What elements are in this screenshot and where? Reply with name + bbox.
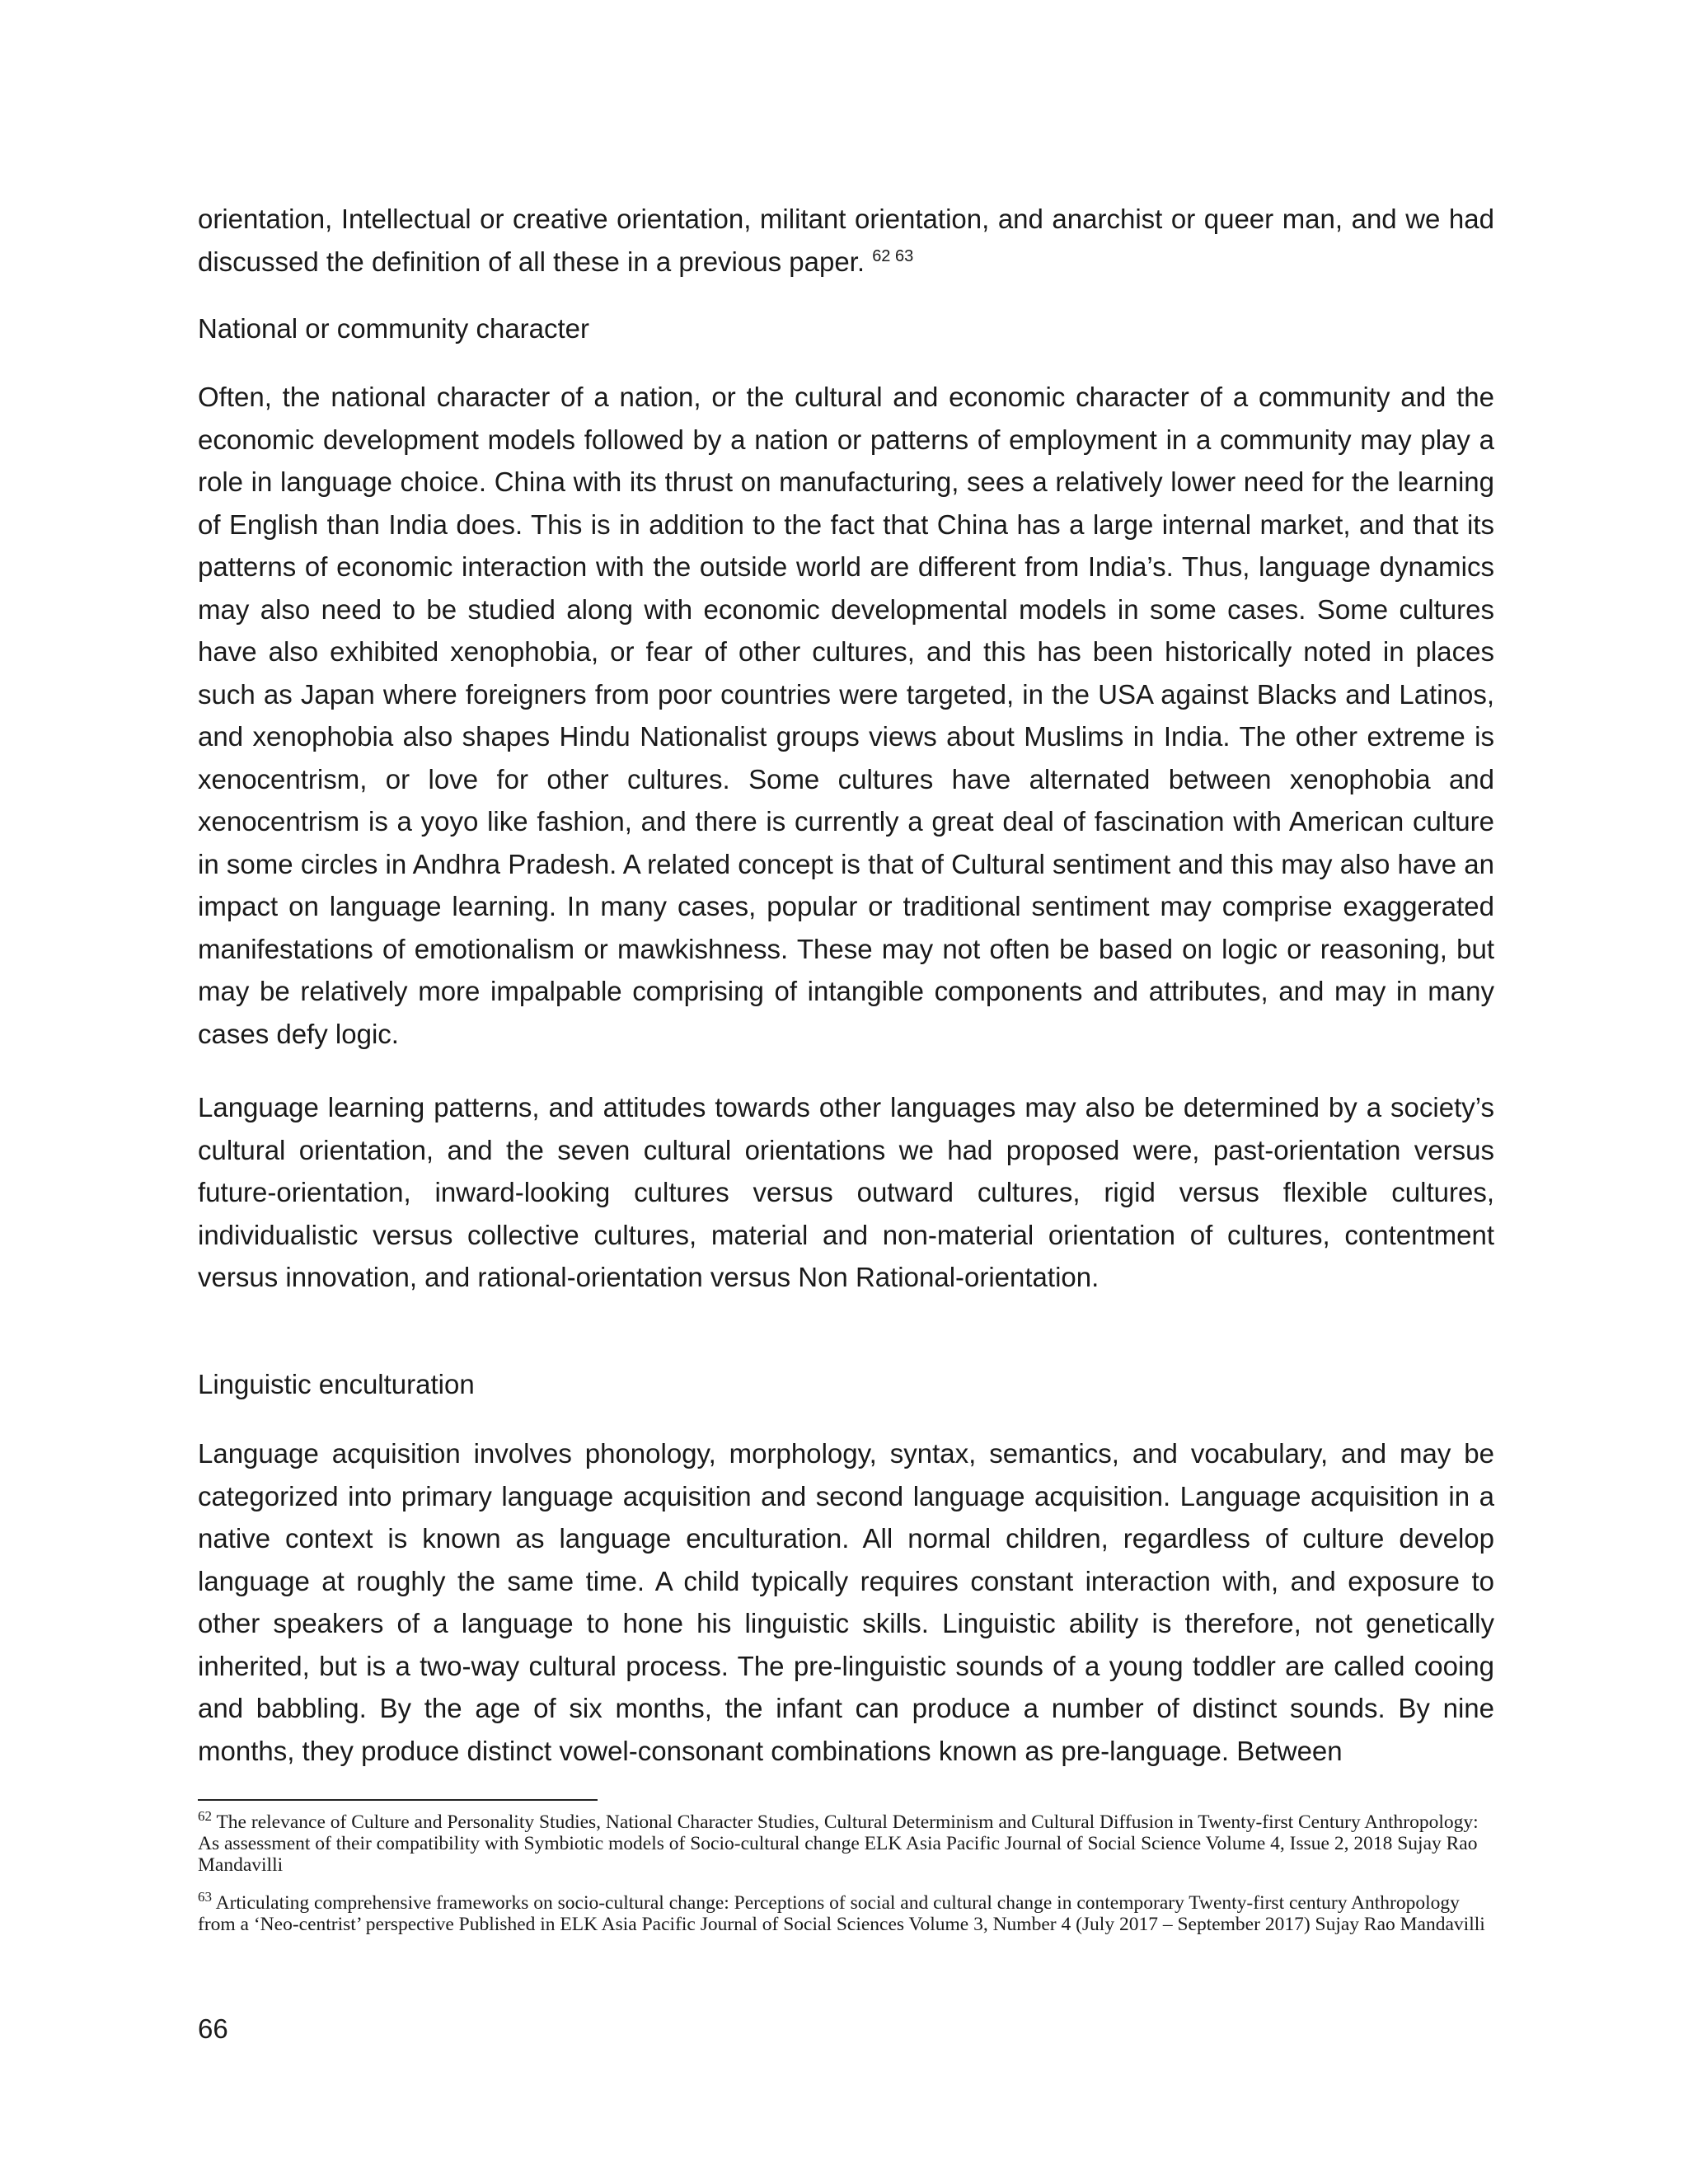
footnote-63 bbox=[198, 1889, 1494, 1935]
section-heading-linguistic-enculturation: Linguistic enculturation bbox=[198, 1369, 475, 1399]
footnote-number: 63 bbox=[198, 1889, 212, 1905]
paragraph-national-character: Often, the national character of a nation, or the cultural and economic character of a community and the economic development models followed by a nation or patterns of employment in a community may play a role in language choice. China with its thrust on manufacturing, sees a relatively lower need for the learning of English than India does. This is in addition to the fact that China has a large internal market, and that its patterns of economic interaction with the outside world are different from India’s. Thus, language dynamics may also need to be studied along with economic developmental models in some cases. Some cultures have also exhibited xenophobia, or fear of other cultures, and this has been historically noted in places such as Japan where foreigners from poor countries were targeted, in the USA against Blacks and Latinos, and xenophobia also shapes Hindu Nationalist groups views about Muslims in India. The other extreme is xenocentrism, or love for other cultures. Some cultures have alternated between xenophobia and xenocentrism is a yoyo like fashion, and there is currently a great deal of fascination with American culture in some circles in Andhra Pradesh. A related concept is that of Cultural sentiment and this may also have an impact on language learning. In many cases, popular or traditional sentiment may comprise exaggerated manifestations of emotionalism or mawkishness. These may not often be based on logic or reasoning, but may be relatively more impalpable comprising of intangible components and attributes, and may in many cases defy logic. bbox=[198, 382, 1494, 1049]
footnote-divider bbox=[198, 1799, 598, 1801]
footnote-number: 62 bbox=[198, 1808, 212, 1825]
footnote-text: The relevance of Culture and Personality Studies, National Character Studies, Cultural Determinism and Cultural Diffusion in Twenty-first Century Anthropology: As assessment of their compatibility with Symbiotic models of Socio-cultural change ELK Asia Pacific Journal of Social Science Volume 4, Issue 2, 2018 Sujay Rao Mandavilli bbox=[198, 1811, 1479, 1876]
paragraph-cultural-orientations: Language learning patterns, and attitudes towards other languages may also be determined by a society’s cultural orientation, and the seven cultural orientations we had proposed were, past-orientation versus future-orientation, inward-looking cultures versus outward cultures, rigid versus flexible cultures, individualistic versus collective cultures, material and non-material orientation of cultures, contentment versus innovation, and rational-orientation versus Non Rational-orientation. bbox=[198, 1092, 1494, 1292]
footnote-62 bbox=[198, 1808, 1494, 1876]
paragraph-text: orientation, Intellectual or creative orientation, militant orientation, and anarchist or queer man, and we had discussed the definition of all these in a previous paper. bbox=[198, 204, 1494, 277]
section-heading-national-character: National or community character bbox=[198, 313, 590, 344]
paragraph-language-acquisition: Language acquisition involves phonology, morphology, syntax, semantics, and vocabulary, and may be categorized into primary language acquisition and second language acquisition. Language acquisition in a native context is known as language enculturation. All normal children, regardless of culture develop language at roughly the same time. A child typically requires constant interaction with, and exposure to other speakers of a language to hone his linguistic skills. Linguistic ability is therefore, not genetically inherited, but is a two-way cultural process. The pre-linguistic sounds of a young toddler are called cooing and babbling. By the age of six months, the infant can produce a number of distinct sounds. By nine months, they produce distinct vowel-consonant combinations known as pre-language. Between bbox=[198, 1438, 1494, 1766]
page-number: 66 bbox=[198, 2013, 228, 2044]
paragraph-orientation-continued bbox=[198, 198, 1494, 283]
footnote-reference[interactable]: 62 63 bbox=[872, 246, 914, 265]
footnote-text: Articulating comprehensive frameworks on socio-cultural change: Perceptions of social and cultural change in contemporary Twenty-first century Anthropology from a ‘Neo-centrist’ perspective Published in ELK Asia Pacific Journal of Social Sciences Volume 3, Number 4 (July 2017 – September 2017) Sujay Rao Mandavilli bbox=[198, 1892, 1485, 1935]
